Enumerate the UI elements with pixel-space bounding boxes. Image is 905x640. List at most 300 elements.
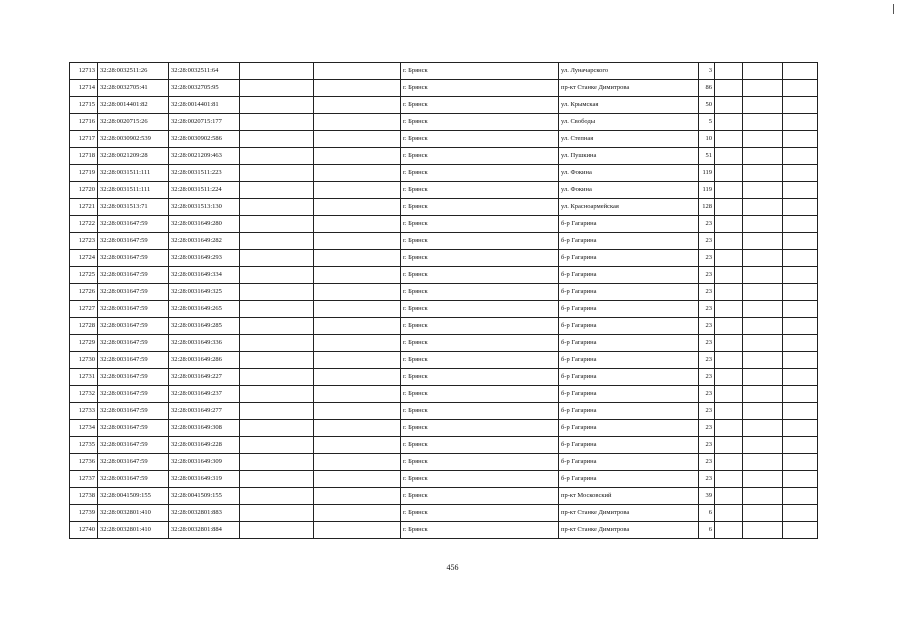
table-row	[70, 267, 818, 284]
empty-cell	[240, 182, 314, 199]
empty-cell	[715, 80, 743, 97]
empty-cell	[715, 369, 743, 386]
empty-cell	[240, 199, 314, 216]
object-cadastral-number-cell: 32:28:0020715:177	[169, 114, 240, 131]
city-cell: г. Брянск	[401, 301, 559, 318]
empty-cell	[743, 165, 783, 182]
empty-cell	[743, 80, 783, 97]
empty-cell	[240, 148, 314, 165]
empty-cell	[715, 471, 743, 488]
empty-cell	[743, 131, 783, 148]
parcel-cadastral-number-cell: 32:28:0041509:155	[98, 488, 169, 505]
row-number-cell: 12731	[70, 369, 98, 386]
empty-cell	[743, 114, 783, 131]
row-number-cell: 12721	[70, 199, 98, 216]
table-row	[70, 284, 818, 301]
house-number-cell: 23	[699, 301, 715, 318]
object-cadastral-number-cell: 32:28:0031649:285	[169, 318, 240, 335]
parcel-cadastral-number-cell: 32:28:0021209:28	[98, 148, 169, 165]
street-cell: б-р Гагарина	[559, 369, 699, 386]
empty-cell	[783, 148, 818, 165]
parcel-cadastral-number-cell: 32:28:0031647:59	[98, 454, 169, 471]
parcel-cadastral-number-cell: 32:28:0031647:59	[98, 267, 169, 284]
empty-cell	[715, 352, 743, 369]
parcel-cadastral-number-cell: 32:28:0031647:59	[98, 318, 169, 335]
house-number-cell: 23	[699, 216, 715, 233]
object-cadastral-number-cell: 32:28:0031649:280	[169, 216, 240, 233]
empty-cell	[743, 352, 783, 369]
parcel-cadastral-number-cell: 32:28:0031647:59	[98, 335, 169, 352]
object-cadastral-number-cell: 32:28:0021209:463	[169, 148, 240, 165]
empty-cell	[240, 301, 314, 318]
city-cell: г. Брянск	[401, 148, 559, 165]
parcel-cadastral-number-cell: 32:28:0032801:410	[98, 522, 169, 539]
table-row	[70, 233, 818, 250]
empty-cell	[240, 488, 314, 505]
city-cell: г. Брянск	[401, 420, 559, 437]
empty-cell	[783, 335, 818, 352]
empty-cell	[314, 420, 401, 437]
street-cell: б-р Гагарина	[559, 403, 699, 420]
empty-cell	[783, 454, 818, 471]
empty-cell	[783, 233, 818, 250]
row-number-cell: 12739	[70, 505, 98, 522]
city-cell: г. Брянск	[401, 165, 559, 182]
empty-cell	[240, 233, 314, 250]
table-row	[70, 352, 818, 369]
street-cell: б-р Гагарина	[559, 437, 699, 454]
street-cell: б-р Гагарина	[559, 284, 699, 301]
table-row	[70, 522, 818, 539]
row-number-cell: 12716	[70, 114, 98, 131]
house-number-cell: 23	[699, 454, 715, 471]
empty-cell	[783, 505, 818, 522]
house-number-cell: 23	[699, 284, 715, 301]
empty-cell	[314, 437, 401, 454]
street-cell: ул. Красноармейская	[559, 199, 699, 216]
row-number-cell: 12730	[70, 352, 98, 369]
empty-cell	[715, 420, 743, 437]
empty-cell	[783, 522, 818, 539]
object-cadastral-number-cell: 32:28:0031513:130	[169, 199, 240, 216]
empty-cell	[314, 250, 401, 267]
empty-cell	[240, 335, 314, 352]
empty-cell	[783, 352, 818, 369]
empty-cell	[743, 284, 783, 301]
empty-cell	[743, 437, 783, 454]
empty-cell	[783, 488, 818, 505]
empty-cell	[314, 199, 401, 216]
empty-cell	[743, 199, 783, 216]
table-row	[70, 63, 818, 80]
empty-cell	[743, 318, 783, 335]
row-number-cell: 12726	[70, 284, 98, 301]
parcel-cadastral-number-cell: 32:28:0031513:71	[98, 199, 169, 216]
empty-cell	[743, 267, 783, 284]
row-number-cell: 12729	[70, 335, 98, 352]
city-cell: г. Брянск	[401, 318, 559, 335]
house-number-cell: 5	[699, 114, 715, 131]
empty-cell	[314, 80, 401, 97]
table-row	[70, 318, 818, 335]
empty-cell	[715, 114, 743, 131]
empty-cell	[240, 250, 314, 267]
object-cadastral-number-cell: 32:28:0031649:286	[169, 352, 240, 369]
parcel-cadastral-number-cell: 32:28:0031511:111	[98, 182, 169, 199]
city-cell: г. Брянск	[401, 488, 559, 505]
empty-cell	[314, 148, 401, 165]
house-number-cell: 128	[699, 199, 715, 216]
empty-cell	[715, 301, 743, 318]
empty-cell	[743, 63, 783, 80]
street-cell: б-р Гагарина	[559, 352, 699, 369]
table-row	[70, 97, 818, 114]
street-cell: ул. Луначарского	[559, 63, 699, 80]
empty-cell	[314, 233, 401, 250]
empty-cell	[240, 80, 314, 97]
city-cell: г. Брянск	[401, 97, 559, 114]
empty-cell	[240, 420, 314, 437]
empty-cell	[314, 267, 401, 284]
registry-table-body	[70, 63, 818, 539]
table-row	[70, 488, 818, 505]
empty-cell	[783, 63, 818, 80]
empty-cell	[314, 403, 401, 420]
empty-cell	[715, 318, 743, 335]
empty-cell	[240, 165, 314, 182]
empty-cell	[240, 403, 314, 420]
house-number-cell: 3	[699, 63, 715, 80]
empty-cell	[783, 80, 818, 97]
empty-cell	[715, 182, 743, 199]
street-cell: б-р Гагарина	[559, 216, 699, 233]
empty-cell	[783, 318, 818, 335]
street-cell: б-р Гагарина	[559, 318, 699, 335]
table-row	[70, 454, 818, 471]
empty-cell	[314, 97, 401, 114]
table-row	[70, 386, 818, 403]
house-number-cell: 23	[699, 352, 715, 369]
parcel-cadastral-number-cell: 32:28:0031647:59	[98, 437, 169, 454]
street-cell: б-р Гагарина	[559, 267, 699, 284]
row-number-cell: 12735	[70, 437, 98, 454]
empty-cell	[743, 148, 783, 165]
empty-cell	[783, 386, 818, 403]
table-row	[70, 250, 818, 267]
object-cadastral-number-cell: 32:28:0031511:223	[169, 165, 240, 182]
object-cadastral-number-cell: 32:28:0031649:309	[169, 454, 240, 471]
row-number-cell: 12722	[70, 216, 98, 233]
empty-cell	[715, 403, 743, 420]
empty-cell	[314, 131, 401, 148]
empty-cell	[314, 369, 401, 386]
street-cell: б-р Гагарина	[559, 471, 699, 488]
object-cadastral-number-cell: 32:28:0031649:237	[169, 386, 240, 403]
parcel-cadastral-number-cell: 32:28:0031647:59	[98, 216, 169, 233]
row-number-cell: 12736	[70, 454, 98, 471]
empty-cell	[743, 182, 783, 199]
street-cell: ул. Пушкина	[559, 148, 699, 165]
registry-table-wrapper	[69, 62, 818, 539]
house-number-cell: 39	[699, 488, 715, 505]
empty-cell	[715, 63, 743, 80]
table-row	[70, 369, 818, 386]
row-number-cell: 12714	[70, 80, 98, 97]
city-cell: г. Брянск	[401, 522, 559, 539]
empty-cell	[715, 199, 743, 216]
empty-cell	[240, 386, 314, 403]
house-number-cell: 23	[699, 386, 715, 403]
city-cell: г. Брянск	[401, 505, 559, 522]
row-number-cell: 12718	[70, 148, 98, 165]
empty-cell	[715, 216, 743, 233]
parcel-cadastral-number-cell: 32:28:0031647:59	[98, 403, 169, 420]
row-number-cell: 12717	[70, 131, 98, 148]
empty-cell	[240, 318, 314, 335]
table-row	[70, 114, 818, 131]
house-number-cell: 23	[699, 420, 715, 437]
parcel-cadastral-number-cell: 32:28:0031647:59	[98, 369, 169, 386]
empty-cell	[314, 454, 401, 471]
row-number-cell: 12725	[70, 267, 98, 284]
city-cell: г. Брянск	[401, 216, 559, 233]
object-cadastral-number-cell: 32:28:0014401:81	[169, 97, 240, 114]
house-number-cell: 51	[699, 148, 715, 165]
street-cell: пр-кт Станке Димитрова	[559, 522, 699, 539]
empty-cell	[783, 250, 818, 267]
street-cell: б-р Гагарина	[559, 335, 699, 352]
empty-cell	[783, 267, 818, 284]
empty-cell	[743, 471, 783, 488]
parcel-cadastral-number-cell: 32:28:0031647:59	[98, 420, 169, 437]
empty-cell	[240, 131, 314, 148]
object-cadastral-number-cell: 32:28:0031649:325	[169, 284, 240, 301]
empty-cell	[314, 216, 401, 233]
object-cadastral-number-cell: 32:28:0031649:319	[169, 471, 240, 488]
empty-cell	[743, 233, 783, 250]
table-row	[70, 335, 818, 352]
house-number-cell: 23	[699, 267, 715, 284]
street-cell: ул. Степная	[559, 131, 699, 148]
house-number-cell: 6	[699, 505, 715, 522]
house-number-cell: 23	[699, 318, 715, 335]
empty-cell	[715, 284, 743, 301]
empty-cell	[240, 505, 314, 522]
parcel-cadastral-number-cell: 32:28:0032705:41	[98, 80, 169, 97]
city-cell: г. Брянск	[401, 403, 559, 420]
empty-cell	[743, 420, 783, 437]
empty-cell	[715, 437, 743, 454]
city-cell: г. Брянск	[401, 454, 559, 471]
empty-cell	[783, 301, 818, 318]
empty-cell	[715, 488, 743, 505]
house-number-cell: 10	[699, 131, 715, 148]
empty-cell	[783, 114, 818, 131]
table-row	[70, 471, 818, 488]
empty-cell	[743, 335, 783, 352]
empty-cell	[715, 454, 743, 471]
empty-cell	[314, 114, 401, 131]
empty-cell	[240, 369, 314, 386]
city-cell: г. Брянск	[401, 352, 559, 369]
row-number-cell: 12723	[70, 233, 98, 250]
city-cell: г. Брянск	[401, 386, 559, 403]
empty-cell	[240, 97, 314, 114]
parcel-cadastral-number-cell: 32:28:0032511:26	[98, 63, 169, 80]
empty-cell	[743, 250, 783, 267]
house-number-cell: 50	[699, 97, 715, 114]
table-row	[70, 182, 818, 199]
empty-cell	[783, 471, 818, 488]
table-row	[70, 301, 818, 318]
city-cell: г. Брянск	[401, 199, 559, 216]
row-number-cell: 12713	[70, 63, 98, 80]
empty-cell	[715, 233, 743, 250]
street-cell: ул. Свободы	[559, 114, 699, 131]
house-number-cell: 23	[699, 471, 715, 488]
row-number-cell: 12715	[70, 97, 98, 114]
empty-cell	[715, 386, 743, 403]
house-number-cell: 119	[699, 182, 715, 199]
object-cadastral-number-cell: 32:28:0032511:64	[169, 63, 240, 80]
empty-cell	[240, 437, 314, 454]
empty-cell	[743, 505, 783, 522]
city-cell: г. Брянск	[401, 250, 559, 267]
house-number-cell: 119	[699, 165, 715, 182]
object-cadastral-number-cell: 32:28:0031649:334	[169, 267, 240, 284]
city-cell: г. Брянск	[401, 437, 559, 454]
row-number-cell: 12738	[70, 488, 98, 505]
empty-cell	[783, 369, 818, 386]
street-cell: пр-кт Московский	[559, 488, 699, 505]
object-cadastral-number-cell: 32:28:0031649:308	[169, 420, 240, 437]
parcel-cadastral-number-cell: 32:28:0014401:82	[98, 97, 169, 114]
object-cadastral-number-cell: 32:28:0032801:884	[169, 522, 240, 539]
empty-cell	[715, 250, 743, 267]
city-cell: г. Брянск	[401, 80, 559, 97]
city-cell: г. Брянск	[401, 369, 559, 386]
empty-cell	[240, 352, 314, 369]
table-row	[70, 403, 818, 420]
house-number-cell: 86	[699, 80, 715, 97]
empty-cell	[314, 488, 401, 505]
empty-cell	[743, 216, 783, 233]
empty-cell	[240, 522, 314, 539]
object-cadastral-number-cell: 32:28:0030902:586	[169, 131, 240, 148]
empty-cell	[743, 301, 783, 318]
house-number-cell: 23	[699, 250, 715, 267]
row-number-cell: 12740	[70, 522, 98, 539]
empty-cell	[314, 182, 401, 199]
empty-cell	[743, 97, 783, 114]
empty-cell	[240, 63, 314, 80]
city-cell: г. Брянск	[401, 182, 559, 199]
row-number-cell: 12724	[70, 250, 98, 267]
empty-cell	[783, 182, 818, 199]
row-number-cell: 12728	[70, 318, 98, 335]
empty-cell	[314, 471, 401, 488]
empty-cell	[240, 471, 314, 488]
table-row	[70, 420, 818, 437]
table-row	[70, 216, 818, 233]
parcel-cadastral-number-cell: 32:28:0031647:59	[98, 250, 169, 267]
object-cadastral-number-cell: 32:28:0031649:293	[169, 250, 240, 267]
house-number-cell: 23	[699, 369, 715, 386]
object-cadastral-number-cell: 32:28:0031511:224	[169, 182, 240, 199]
empty-cell	[314, 284, 401, 301]
parcel-cadastral-number-cell: 32:28:0031511:111	[98, 165, 169, 182]
empty-cell	[743, 488, 783, 505]
row-number-cell: 12732	[70, 386, 98, 403]
city-cell: г. Брянск	[401, 233, 559, 250]
street-cell: пр-кт Станке Димитрова	[559, 80, 699, 97]
empty-cell	[715, 97, 743, 114]
parcel-cadastral-number-cell: 32:28:0020715:26	[98, 114, 169, 131]
parcel-cadastral-number-cell: 32:28:0031647:59	[98, 301, 169, 318]
parcel-cadastral-number-cell: 32:28:0031647:59	[98, 386, 169, 403]
row-number-cell: 12733	[70, 403, 98, 420]
empty-cell	[783, 199, 818, 216]
table-row	[70, 131, 818, 148]
city-cell: г. Брянск	[401, 335, 559, 352]
empty-cell	[783, 97, 818, 114]
house-number-cell: 23	[699, 233, 715, 250]
empty-cell	[314, 301, 401, 318]
empty-cell	[783, 216, 818, 233]
empty-cell	[240, 454, 314, 471]
street-cell: б-р Гагарина	[559, 386, 699, 403]
parcel-cadastral-number-cell: 32:28:0032801:410	[98, 505, 169, 522]
parcel-cadastral-number-cell: 32:28:0031647:59	[98, 284, 169, 301]
empty-cell	[783, 165, 818, 182]
object-cadastral-number-cell: 32:28:0031649:336	[169, 335, 240, 352]
object-cadastral-number-cell: 32:28:0031649:227	[169, 369, 240, 386]
empty-cell	[715, 505, 743, 522]
object-cadastral-number-cell: 32:28:0031649:228	[169, 437, 240, 454]
empty-cell	[715, 522, 743, 539]
parcel-cadastral-number-cell: 32:28:0031647:59	[98, 352, 169, 369]
empty-cell	[743, 522, 783, 539]
empty-cell	[743, 369, 783, 386]
house-number-cell: 6	[699, 522, 715, 539]
empty-cell	[240, 267, 314, 284]
empty-cell	[314, 352, 401, 369]
city-cell: г. Брянск	[401, 114, 559, 131]
parcel-cadastral-number-cell: 32:28:0031647:59	[98, 233, 169, 250]
table-row	[70, 165, 818, 182]
table-row	[70, 505, 818, 522]
street-cell: ул. Крымская	[559, 97, 699, 114]
street-cell: б-р Гагарина	[559, 420, 699, 437]
empty-cell	[240, 114, 314, 131]
table-row	[70, 437, 818, 454]
object-cadastral-number-cell: 32:28:0032801:883	[169, 505, 240, 522]
street-cell: пр-кт Станке Димитрова	[559, 505, 699, 522]
object-cadastral-number-cell: 32:28:0031649:282	[169, 233, 240, 250]
object-cadastral-number-cell: 32:28:0041509:155	[169, 488, 240, 505]
empty-cell	[314, 522, 401, 539]
empty-cell	[314, 318, 401, 335]
parcel-cadastral-number-cell: 32:28:0031647:59	[98, 471, 169, 488]
empty-cell	[240, 216, 314, 233]
house-number-cell: 23	[699, 403, 715, 420]
empty-cell	[314, 386, 401, 403]
empty-cell	[715, 131, 743, 148]
row-number-cell: 12727	[70, 301, 98, 318]
street-cell: б-р Гагарина	[559, 233, 699, 250]
house-number-cell: 23	[699, 437, 715, 454]
empty-cell	[743, 454, 783, 471]
